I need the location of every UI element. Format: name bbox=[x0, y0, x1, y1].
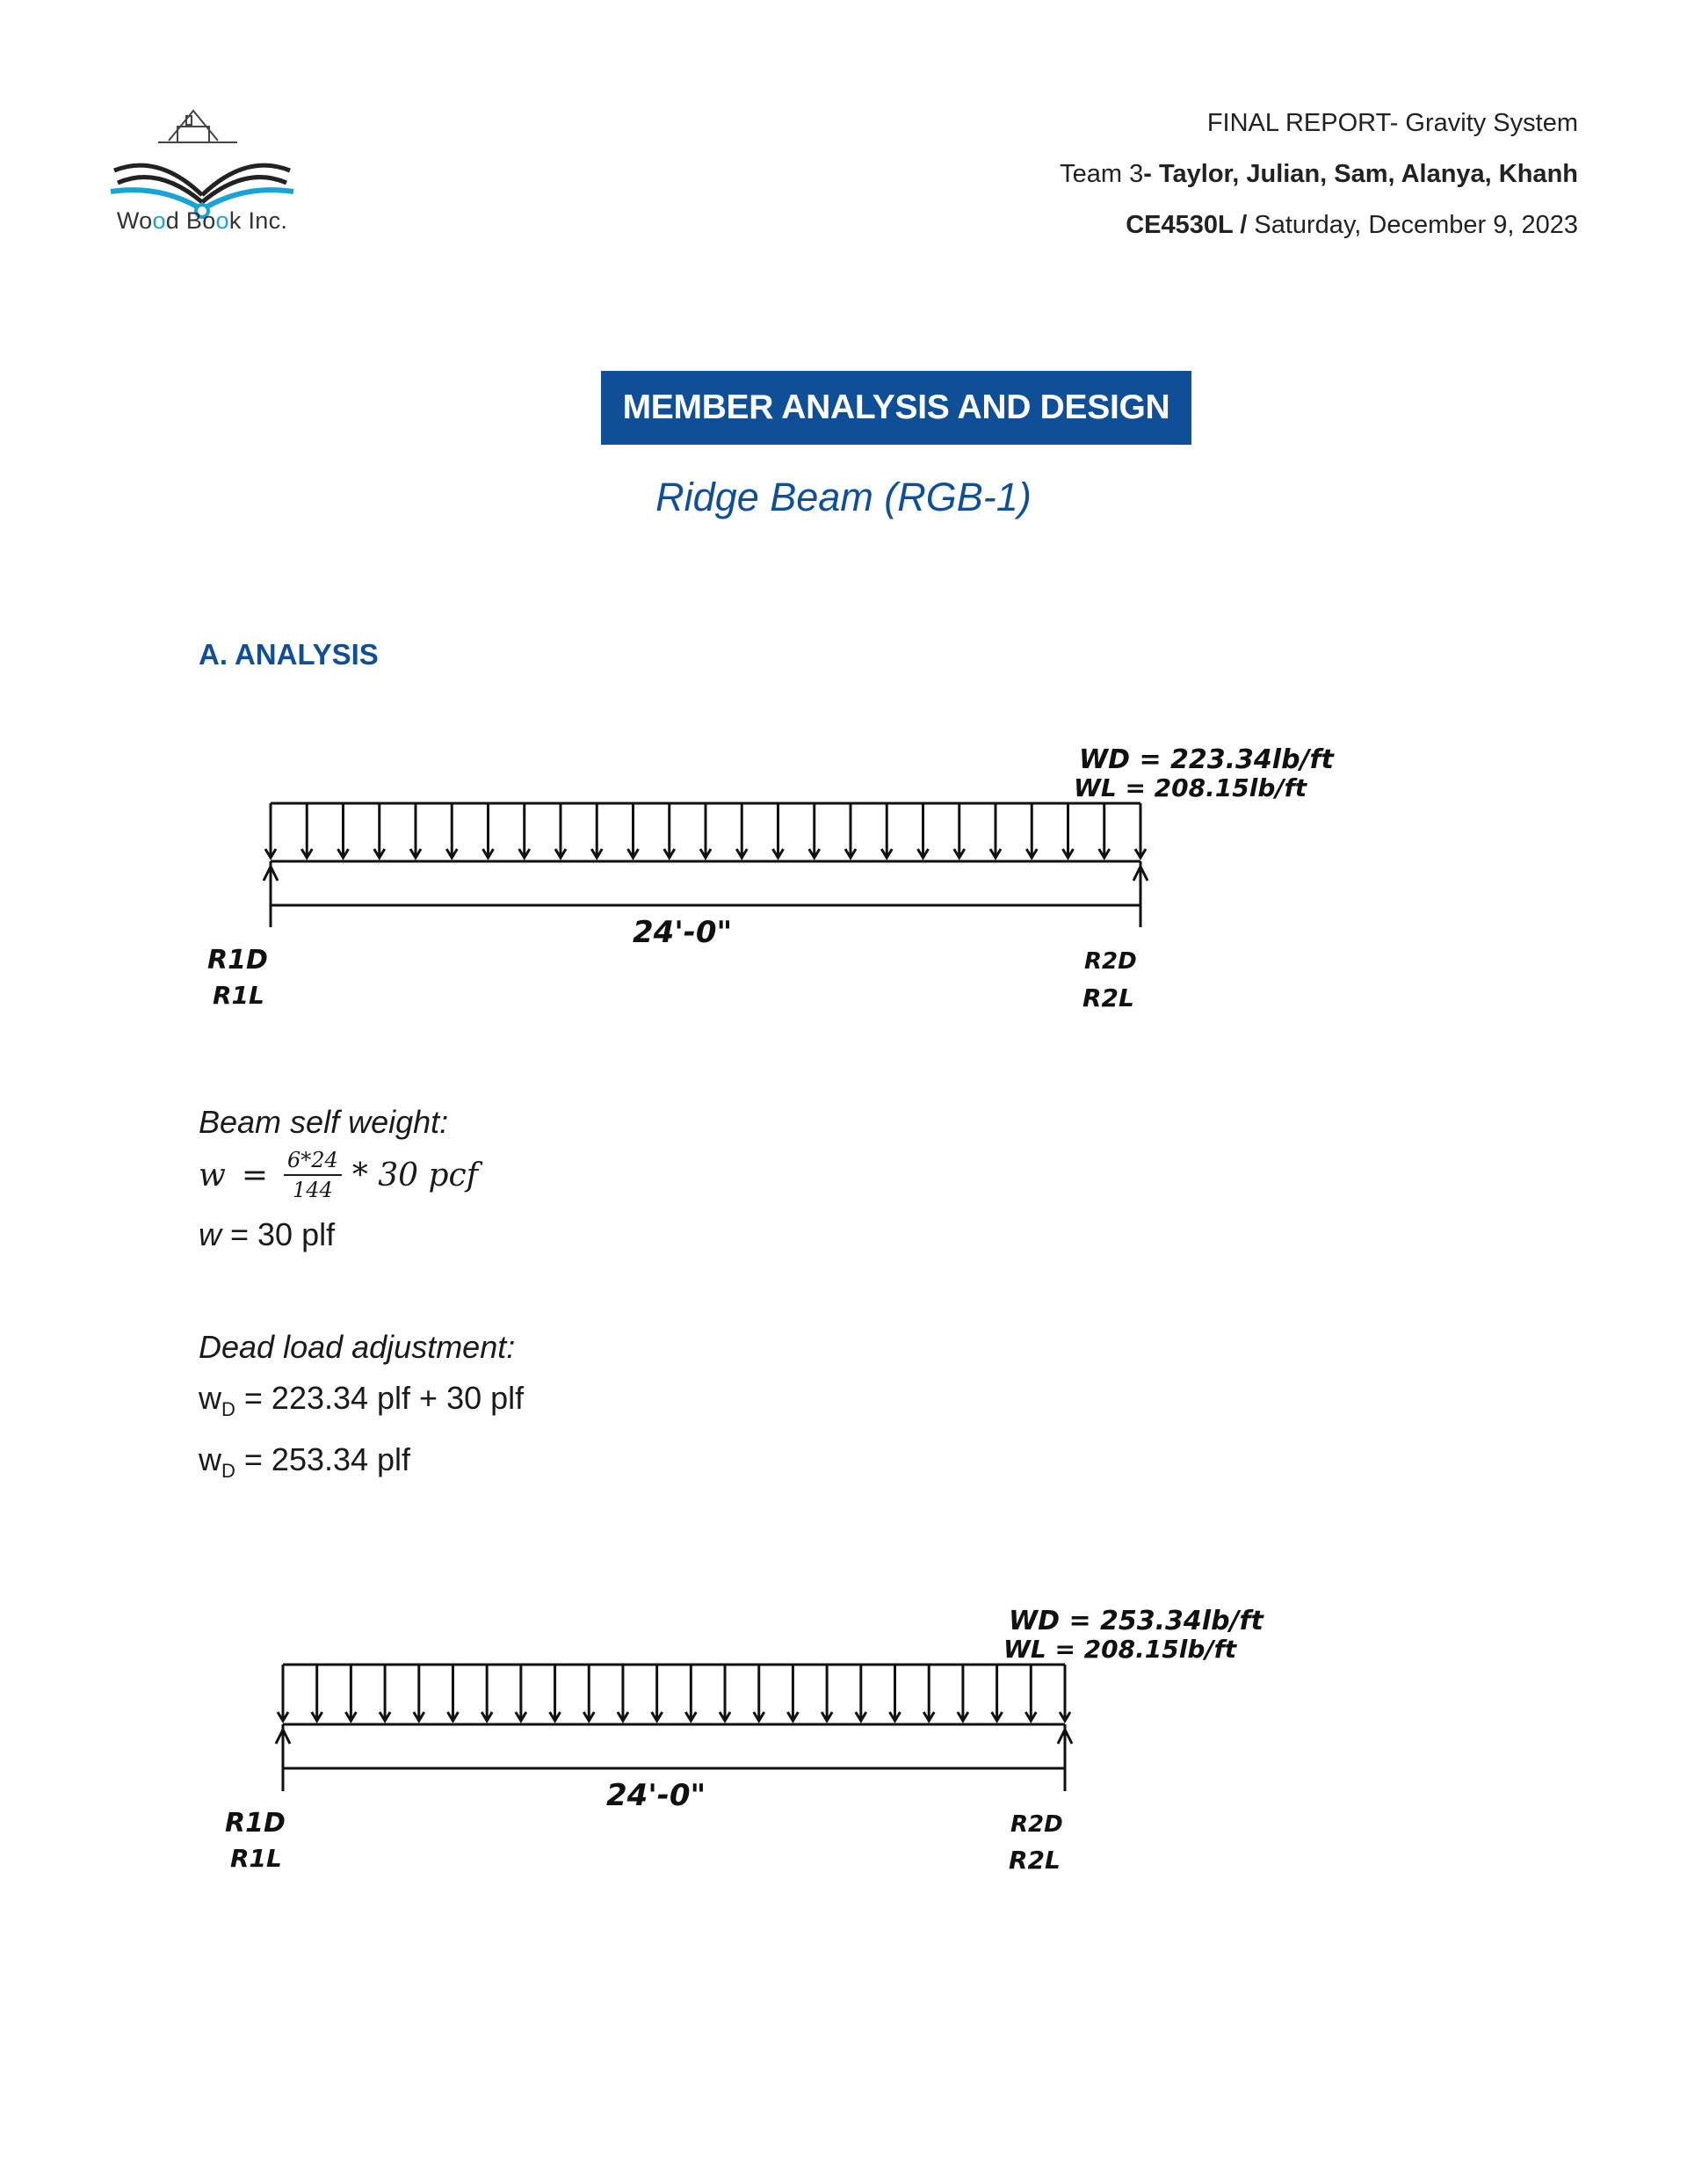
course-date-line: CE4530L / Saturday, December 9, 2023 bbox=[1126, 211, 1578, 239]
load-arrow bbox=[1025, 1665, 1036, 1721]
load-arrow bbox=[265, 803, 276, 858]
load-arrow bbox=[652, 1665, 662, 1721]
load-arrow bbox=[312, 1665, 322, 1721]
load-arrow bbox=[516, 1665, 526, 1721]
load-arrow bbox=[483, 803, 494, 858]
dead-load-sum: $w_D = 223.34$ plf + 30 plf bbox=[199, 1380, 525, 1421]
load-arrow bbox=[992, 1665, 1003, 1721]
span-label: 24'-0" bbox=[633, 915, 733, 950]
reaction-r1d: R1D bbox=[207, 945, 268, 976]
load-arrow bbox=[918, 803, 929, 858]
self-weight-heading: Beam self weight: bbox=[199, 1104, 449, 1140]
analysis-heading: A. ANALYSIS bbox=[199, 638, 379, 671]
load-arrow bbox=[628, 803, 639, 858]
load-arrow bbox=[555, 803, 566, 858]
load-arrow bbox=[519, 803, 530, 858]
load-arrow bbox=[990, 803, 1001, 858]
logo-wordmark: Wood Book Inc. bbox=[116, 207, 288, 234]
load-arrow bbox=[338, 803, 349, 858]
load-arrow bbox=[550, 1665, 561, 1721]
reaction-r2d: R2D bbox=[1010, 1811, 1063, 1838]
live-load-label: WL = 208.15lb/ft bbox=[1003, 1635, 1237, 1664]
load-arrow bbox=[845, 803, 856, 858]
reaction-r1l: R1L bbox=[213, 981, 264, 1010]
load-arrow bbox=[773, 803, 784, 858]
beam-load-diagram-1 bbox=[0, 738, 1687, 1028]
load-arrow bbox=[736, 803, 747, 858]
distributed-load-arrows bbox=[278, 1665, 1070, 1721]
team-line: Team 3- Taylor, Julian, Sam, Alanya, Khanh bbox=[1060, 160, 1578, 188]
load-arrow bbox=[591, 803, 602, 858]
live-load-label: WL = 208.15lb/ft bbox=[1074, 773, 1307, 802]
reaction-r2d: R2D bbox=[1084, 948, 1137, 975]
load-arrow bbox=[1135, 803, 1146, 858]
dead-load-total: $w_D = 253.34$ plf bbox=[199, 1441, 411, 1483]
dead-load-heading: Dead load adjustment: bbox=[199, 1329, 516, 1365]
reaction-r2l: R2L bbox=[1009, 1846, 1061, 1875]
load-arrow bbox=[380, 1665, 390, 1721]
load-arrow bbox=[278, 1665, 288, 1721]
report-title: FINAL REPORT- Gravity System bbox=[1206, 109, 1578, 137]
load-arrow bbox=[583, 1665, 594, 1721]
self-weight-equation: w = $\frac{6*24}{144}$ * 30 pcf bbox=[199, 1148, 479, 1202]
load-arrow bbox=[481, 1665, 492, 1721]
dead-load-label: WD = 253.34lb/ft bbox=[1009, 1606, 1263, 1636]
load-arrow bbox=[685, 1665, 696, 1721]
section-banner: MEMBER ANALYSIS AND DESIGN bbox=[601, 371, 1191, 445]
load-arrow bbox=[890, 1665, 901, 1721]
load-arrow bbox=[345, 1665, 356, 1721]
reaction-r2l: R2L bbox=[1082, 983, 1134, 1012]
load-arrow bbox=[414, 1665, 424, 1721]
load-arrow bbox=[618, 1665, 628, 1721]
load-arrow bbox=[301, 803, 312, 858]
load-arrow bbox=[1099, 803, 1110, 858]
load-arrow bbox=[787, 1665, 798, 1721]
load-arrow bbox=[754, 1665, 764, 1721]
reaction-r1d: R1D bbox=[225, 1808, 286, 1839]
distributed-load-arrows bbox=[265, 803, 1146, 858]
load-arrow bbox=[822, 1665, 832, 1721]
beam-load-diagram-2 bbox=[0, 1600, 1687, 1890]
span-label: 24'-0" bbox=[606, 1778, 706, 1813]
load-arrow bbox=[881, 803, 892, 858]
self-weight-result: w = 30 plf bbox=[199, 1216, 336, 1252]
house-icon bbox=[158, 111, 237, 142]
load-arrow bbox=[958, 1665, 968, 1721]
load-arrow bbox=[954, 803, 965, 858]
load-arrow bbox=[1063, 803, 1074, 858]
load-arrow bbox=[664, 803, 675, 858]
load-arrow bbox=[1060, 1665, 1070, 1721]
load-arrow bbox=[1026, 803, 1037, 858]
load-arrow bbox=[447, 1665, 458, 1721]
load-arrow bbox=[410, 803, 421, 858]
member-subtitle: Ridge Beam (RGB-1) bbox=[655, 475, 1032, 519]
load-arrow bbox=[720, 1665, 730, 1721]
load-arrow bbox=[700, 803, 711, 858]
load-arrow bbox=[923, 1665, 934, 1721]
load-arrow bbox=[446, 803, 457, 858]
reaction-r1l: R1L bbox=[230, 1844, 282, 1873]
load-arrow bbox=[374, 803, 385, 858]
dead-load-label: WD = 223.34lb/ft bbox=[1079, 744, 1334, 775]
load-arrow bbox=[856, 1665, 866, 1721]
load-arrow bbox=[809, 803, 820, 858]
